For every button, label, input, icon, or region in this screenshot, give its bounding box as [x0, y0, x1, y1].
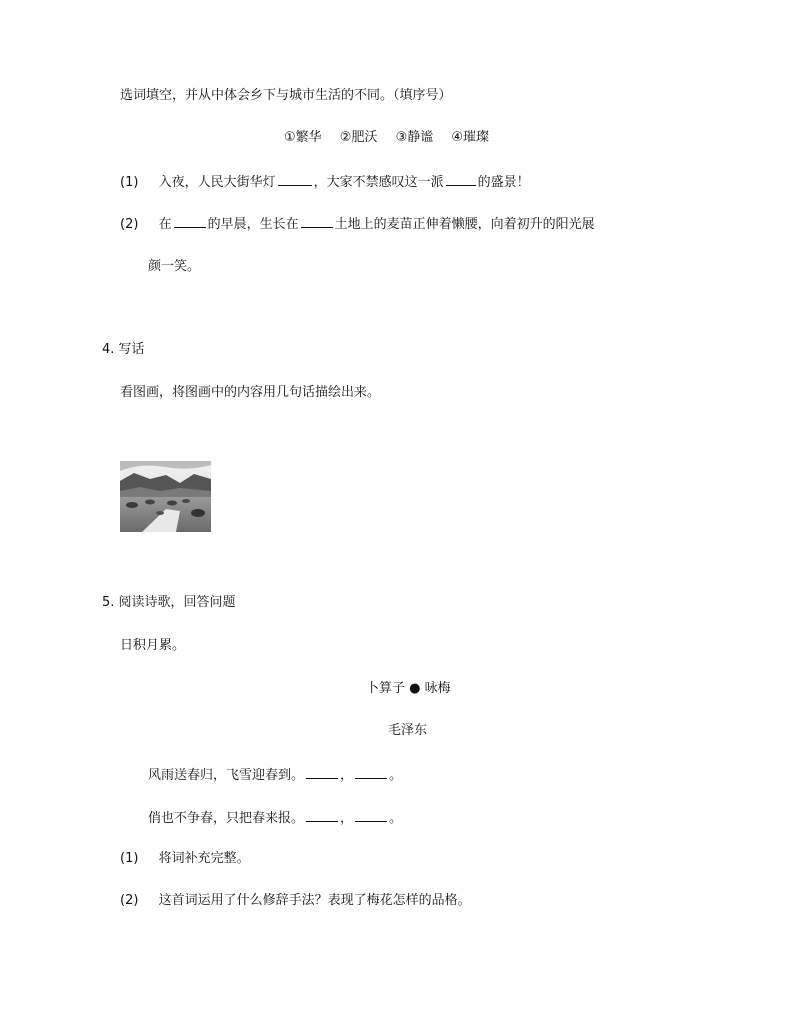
answer-blank[interactable] [306, 809, 338, 822]
landscape-illustration [120, 461, 211, 532]
option-4: ④璀璨 [451, 130, 490, 145]
option-3: ③静谧 [395, 130, 434, 145]
answer-blank[interactable] [355, 766, 387, 779]
q3-item-2-continued: 颜一笑。 [148, 259, 201, 274]
option-1: ①繁华 [284, 130, 322, 145]
answer-blank[interactable] [278, 173, 312, 186]
q3-instruction: 选词填空，并从中体会乡下与城市生活的不同。（填序号） [120, 88, 452, 103]
item-number: (1) [120, 851, 139, 866]
poem-title: 卜算子 ● 咏梅 [366, 681, 451, 696]
q4-title: 4. 写话 [102, 342, 145, 357]
landscape-photo [120, 461, 211, 532]
q5-question-2: (2) 这首词运用了什么修辞手法？表现了梅花怎样的品格。 [120, 893, 471, 908]
q5-question-1: (1) 将词补充完整。 [120, 851, 250, 866]
q3-item-1: (1) 入夜，人民大街华灯 ，大家不禁感叹这一派 的盛景！ [120, 175, 530, 190]
q3-item-2: (2) 在 的早晨，生长在 土地上的麦苗正伸着懒腰，向着初升的阳光展 [120, 217, 595, 232]
poem-line-2: 俏也不争春，只把春来报。 ， 。 [148, 811, 403, 826]
item-number: (2) [120, 893, 139, 908]
answer-blank[interactable] [446, 173, 476, 186]
option-2: ②肥沃 [339, 130, 378, 145]
answer-blank[interactable] [306, 766, 338, 779]
answer-blank[interactable] [174, 215, 206, 228]
answer-blank[interactable] [301, 215, 333, 228]
item-number: (2) [120, 217, 139, 232]
q3-options [284, 130, 489, 146]
item-number: (1) [120, 175, 139, 190]
q5-instruction: 日积月累。 [120, 638, 186, 653]
poem-author: 毛泽东 [388, 723, 428, 738]
q5-title: 5. 阅读诗歌，回答问题 [102, 595, 236, 610]
poem-line-1: 风雨送春归，飞雪迎春到。 ， 。 [148, 768, 403, 783]
answer-blank[interactable] [355, 809, 387, 822]
q4-instruction: 看图画，将图画中的内容用几句话描绘出来。 [120, 385, 381, 400]
